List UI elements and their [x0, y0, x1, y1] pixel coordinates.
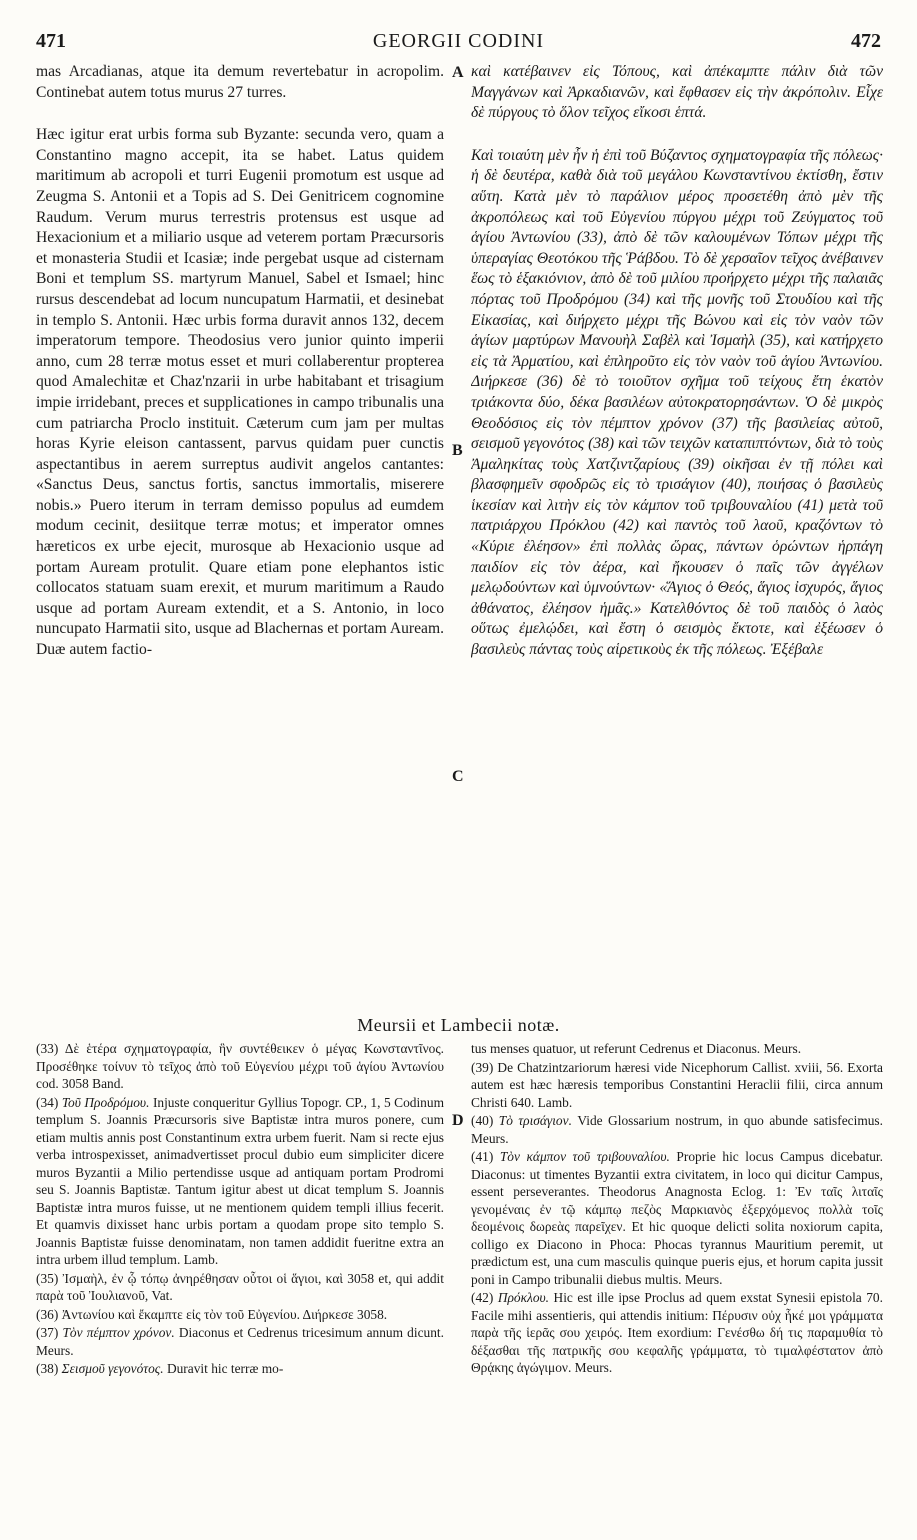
- footnote-number: (42): [471, 1290, 494, 1305]
- section-marker-d: D: [452, 1112, 464, 1129]
- footnote-text: Ἀντωνίου καὶ ἔκαμπτε εἰς τὸν τοῦ Εὐγενίου. Διήρκεσε 3058.: [61, 1306, 388, 1322]
- footnote-number: (41): [471, 1149, 494, 1164]
- footnote: [36, 1324, 444, 1359]
- greek-column: [471, 62, 883, 661]
- footnote-text: tus menses quatuor, ut referunt Cedrenus et Diaconus. Meurs.: [471, 1041, 802, 1056]
- footnote-number: (34): [36, 1094, 59, 1110]
- footnote: [471, 1040, 883, 1058]
- section-marker-a: A: [452, 64, 464, 81]
- footnote: [471, 1112, 883, 1147]
- footnote-text: Δὲ ἑτέρα σχηματογραφία, ἣν συντέθεικεν ὁ μέγας Κωνσταντῖνος. Προσέθηκε τοίνυν τὸ τεῖχος ἀπὸ τοῦ Εὐγενίου μέχρι τοῦ ἁγίου Ἀντωνίου cod. 3058 Band.: [36, 1041, 444, 1091]
- running-title: GEORGII CODINI: [372, 30, 545, 52]
- footnote: [36, 1360, 444, 1378]
- footnote-lemma: Τὸν πέμπτον χρόνον.: [62, 1325, 175, 1340]
- footnote-text: Hic est ille ipse Proclus ad quem exstat Synesii epistola 70. Facile mihi assentieris, qui attendis initium: Πέρυσιν οὐχ ἧκέ μοι γράμματα παρὰ τῆς ἱερᾶς σου χειρός. Item exordium: Γενέσθω δή τις παραμυθία τὸ δέξασθαι τῆς πατρικῆς σου κεφαλῆς γράμματα, τὸ τιμαλφέστατον ἀπὸ Θρᾴκης ἀγώγιμον. Meurs.: [471, 1290, 883, 1375]
- latin-paragraph: mas Arcadianas, atque ita demum revertebatur in acropolim. Continebat autem totus murus 27 turres.: [36, 63, 444, 101]
- footnote-text: Ἰσμαὴλ, ἐν ᾧ τόπῳ ἀνηρέθησαν οὗτοι οἱ ἅγιοι, καὶ 3058 et, qui addit παρὰ τοῦ Ἰουλιανοῦ, Vat.: [36, 1270, 444, 1303]
- footnote: [471, 1148, 883, 1288]
- footnote-text: Injuste conqueritur Gyllius Topogr. CP., 1, 5 Codinum templum S. Joannis Præcursoris sive Baptistæ intra muros ponere, cum etiam multis annis post Constantinum extra urbem fuerit. Nam si recte ejus verba introspexisset, animadvertisset procul dubio eum simpliciter dicere muros Byzantii a Milio pertendisse usque ad antiquam portam Prodromi seu S. Joannis Baptistæ. Tantum igitur abest ut dicat templum S. Joannis Baptistæ intra muros fuisse, ut ne mentionem quidem templi illius fecerit. Et quamvis dixisset hanc urbis portam a quodam prope sito templo S. Joannis Baptistæ fuisse denominatam, non tamen addidit fueritne extra an intra urbem illud templum. Lamb.: [36, 1094, 444, 1267]
- footnote-text: Proprie hic locus Campus dicebatur. Diaconus: ut timentes Byzantii extra civitatem, in loco qui dicitur Campus, essent perseverantes. Theodorus Anagnosta Eclog. 1: Ἐν ταῖς λιταῖς γενομέναις ἐν τῷ κάμπῳ πεζὸς Μαρκιανὸς ἐξερχόμενος πολλὰ τοῖς δεομένοις δωρεὰς παρεῖχεν. Et hic quoque delicti solita noxiorum capita, colligo ex Diacono in Phoca: Phocas tyrannus Mauritium peremit, ut prædictum est, una cum masculis quinque pueris ejus, et horum capita jussit poni in Campo tribunalii diebus multis. Meurs.: [471, 1149, 883, 1287]
- notes-left-column: [36, 1040, 444, 1379]
- footnote-lemma: Πρόκλου.: [497, 1290, 550, 1305]
- footnote-lemma: Τοῦ Προδρόμου.: [61, 1094, 150, 1110]
- footnote-number: (36): [36, 1306, 59, 1322]
- greek-paragraph: Καὶ τοιαύτη μὲν ἦν ἡ ἐπὶ τοῦ Βύζαντος σχηματογραφία τῆς πόλεως· ἡ δὲ δευτέρα, καθὰ διὰ τοῦ μεγάλου Κωνσταντίνου ἐκτίσθη, ἔστιν αὕτη. Κατὰ μὲν τὸ παράλιον μέρος προσετέθη ἀπὸ μὲν τῆς ἀκροπόλεως καὶ τοῦ Εὐγενίου πύργου μέχρι τοῦ Ζεύγματος τοῦ ἁγίου Ἀντωνίου (33), ἀπὸ δὲ τῶν καλουμένων Τόπων μέχρι τῆς ὑπεραγίας Θεοτόκου τῆς Ῥάβδου. Τὸ δὲ χερσαῖον τεῖχος ἀνέβαινεν ἕως τὸ ἑξακιόνιον, ἀπὸ δὲ τοῦ μιλίου προήρχετο μέχρι τῆς παλαιᾶς πόρτας τοῦ Προδρόμου (34) καὶ τῆς μονῆς τοῦ Στουδίου καὶ τῆς Εἰκασίας, καὶ διήρχετο μέχρι τῆς Βώνου καὶ εἰς τὸν ναὸν τῶν ἁγίων μαρτύρων Μανουὴλ Σαβὲλ καὶ Ἰσμαὴλ (35), καὶ κατήρχετο εἰς τὰ Ἀρματίου, καὶ ἐπληροῦτο εἰς τὸν ναὸν τοῦ ἁγίου Ἀντωνίου. Διήρκεσε (36) δὲ τὸ τοιοῦτον σχῆμα τοῦ τείχους ἔτη ἑκατὸν τριάκοντα δύο, δέκα βασιλέων αὐτοκρατορησάντων. Ὁ δὲ μικρὸς Θεοδόσιος εἰς τὸν πέμπτον χρόνον (37) τῆς βασιλείας αὐτοῦ, σεισμοῦ γεγονότος (38) καὶ τῶν τειχῶν καταπιπτόντων, διὰ τὸ τοὺς Ἀμαληκίτας τοὺς Χατζιντζαρίους (39) οἰκῆσαι ἐν τῇ πόλει καὶ βλασφημεῖν σφοδρῶς εἰς τὸ τρισάγιον (40), ποιήσας ὁ βασιλεὺς ἱκεσίαν καὶ λιτὴν εἰς τὸν κάμπον τοῦ τριβουναλίου (41) μετὰ τοῦ πατριάρχου Πρόκλου (42) καὶ παντὸς τοῦ λαοῦ, κραζόντων τὸ «Κύριε ἐλέησον» ἐπὶ πολλὰς ὥρας, πάντων ὁρώντων ἡρπάγη παιδίον εἰς τὸν ἀέρα, καὶ ἤκουσεν ὁ παῖς τῶν ἀγγέλων μελῳδούντων καὶ ὑμνούντων· «Ἅγιος ὁ Θεός, ἅγιος ἰσχυρός, ἅγιος ἀθάνατος, ἐλέησον ἡμᾶς.» Κατελθόντος δὲ τοῦ παιδὸς ὁ λαὸς οὕτως ἐμελῴδει, καὶ ἔστη ὁ σεισμὸς ἔκτοτε, καὶ ἐξέωσεν ὁ βασιλεὺς πάντας τοὺς αἱρετικοὺς ἐκ τῆς πόλεως. Ἐξέβαλε: [471, 146, 883, 659]
- footnote-number: (37): [36, 1325, 59, 1340]
- section-marker-b: B: [452, 442, 463, 459]
- running-header: [36, 30, 881, 58]
- left-page-number: 471: [36, 30, 66, 52]
- footnote-number: (39): [471, 1059, 494, 1075]
- footnote-lemma: Τὸν κάμπον τοῦ τριβουναλίου.: [499, 1149, 670, 1164]
- footnote: [36, 1270, 444, 1305]
- footnote-text: De Chatzintzariorum hæresi vide Nicephorum Callist. xviii, 56. Exorta autem est hæc hæresis temporibus Constantini Heraclii filii, circa annum Christi 640. Lamb.: [471, 1059, 883, 1110]
- footnote-text: Duravit hic terræ mo-: [166, 1361, 284, 1376]
- footnote-number: (38): [36, 1361, 59, 1376]
- latin-column: [36, 62, 444, 661]
- notes-right-column: [471, 1040, 883, 1378]
- latin-paragraph: Hæc igitur erat urbis forma sub Byzante: secunda vero, quam a Constantino magno accepit, ita se habet. Latus quidem maritimum ab acropoli et turri Eugenii promotum est usque ad Zeugma S. Antonii et a Topis ad S. Dei Genitricem cognomine Raudum. Verum murus terrestris protensus est usque ad Hexacionium et a miliario usque ad veterem portam Præcursoris et monasteria Studii et Icasiæ; inde pergebat usque ad cisternam Boni et templum SS. martyrum Manuel, Sabel et Ismael; hinc rursus descendebat ad locum nuncupatum Harmatii, et desinebat in templo S. Antonii. Hæc urbis forma duravit annos 132, decem imperatorum tempore. Theodosius vero junior quinto imperii anno, cum 28 terræ motus esset et muri collaberentur propterea quod Amalechitæ et Chaz'nzarii in urbe habitabant et trisagium impie irridebant, preces et supplicationes in campo tribunalis una cum patriarcha Proclo instituit. Cæterum cum jam per multas horas Kyrie eleison cantassent, parvus quidam puer cunctis aspectantibus in aerem surreptus audivit angelos cantantes: «Sanctus Deus, sanctus fortis, sanctus immortalis, miserere nobis.» Puero iterum in terram demisso populus ad eumdem modum cecinit, desiitque terræ motus; et imperator omnes hæreticos ex urbe ejecit, murosque ab Hexacionio usque ad portam Auream protulit. Quare etiam pone elephantos istic collocatos statuam suam erexit, et murum maritimum a Raudo usque ad portam Auream extendit, et a S. Antonio, in loco nuncupato Harmatii sito, usque ad Blachernas et portam Auream. Duæ autem factio-: [36, 126, 444, 659]
- footnote-number: (33): [36, 1041, 59, 1056]
- footnote-lemma: Τὸ τρισάγιον.: [498, 1113, 572, 1128]
- footnote: [36, 1040, 444, 1093]
- footnote-text: Diaconus et Cedrenus tricesimum annum dicunt. Meurs.: [36, 1325, 444, 1358]
- footnote: [36, 1306, 444, 1324]
- footnote: [471, 1059, 883, 1112]
- right-page-number: 472: [851, 30, 881, 52]
- footnote: [471, 1289, 883, 1377]
- greek-paragraph: καὶ κατέβαινεν εἰς Τόπους, καὶ ἀπέκαμπτε πάλιν διὰ τῶν Μαγγάνων καὶ Ἀρκαδιανῶν, καὶ ἔφθασεν εἰς τὴν ἀκρόπολιν. Εἶχε δὲ πύργους τὸ ὅλον τεῖχος εἴκοσι ἑπτά.: [471, 63, 883, 122]
- footnote-number: (40): [471, 1113, 494, 1128]
- footnote-text: Vide Glossarium nostrum, in quo abunde satisfecimus. Meurs.: [471, 1113, 883, 1146]
- footnote-lemma: Σεισμοῦ γεγονότος.: [61, 1361, 164, 1376]
- section-marker-c: C: [452, 768, 464, 785]
- notes-heading: Meursii et Lambecii notæ.: [357, 1015, 560, 1035]
- footnote-number: (35): [36, 1270, 59, 1286]
- footnote: [36, 1094, 444, 1269]
